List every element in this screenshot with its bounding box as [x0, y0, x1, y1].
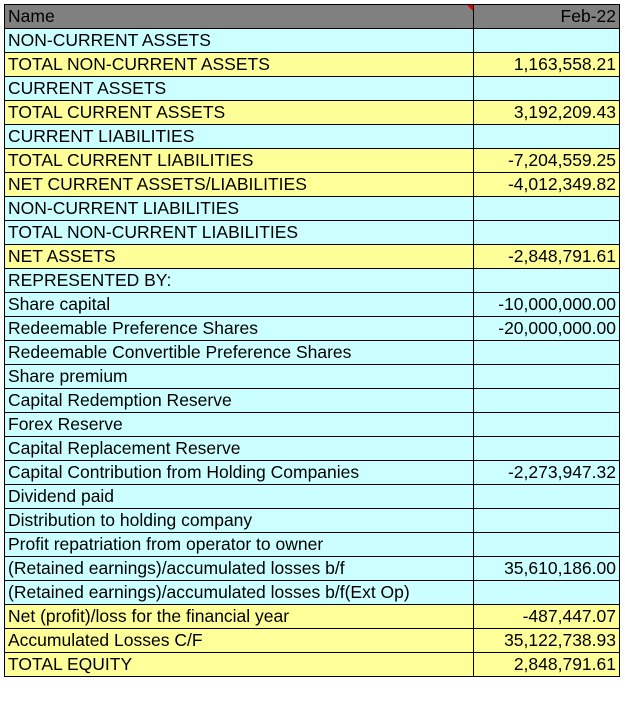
table-row: [5, 317, 620, 341]
row-label-cell[interactable]: Capital Redemption Reserve: [5, 389, 474, 413]
row-label-cell[interactable]: Capital Contribution from Holding Companies: [5, 461, 474, 485]
row-value-cell[interactable]: -10,000,000.00: [474, 293, 620, 317]
table-row: [5, 245, 620, 269]
header-name-label: Name: [8, 6, 55, 26]
row-value-cell[interactable]: [474, 341, 620, 365]
row-value-cell[interactable]: [474, 581, 620, 605]
row-value-cell[interactable]: -2,273,947.32: [474, 461, 620, 485]
row-label-cell[interactable]: (Retained earnings)/accumulated losses b/f(Ext Op): [5, 581, 474, 605]
table-row: [5, 149, 620, 173]
table-row: [5, 629, 620, 653]
row-value-cell[interactable]: 3,192,209.43: [474, 101, 620, 125]
table-row: [5, 557, 620, 581]
row-label-cell[interactable]: Dividend paid: [5, 485, 474, 509]
table-row: [5, 437, 620, 461]
balance-sheet-table: [4, 4, 620, 677]
table-row: [5, 413, 620, 437]
row-label-cell[interactable]: Net (profit)/loss for the financial year: [5, 605, 474, 629]
row-label-cell[interactable]: NET ASSETS: [5, 245, 474, 269]
row-label-cell[interactable]: NON-CURRENT LIABILITIES: [5, 197, 474, 221]
row-value-cell[interactable]: [474, 269, 620, 293]
row-value-cell[interactable]: [474, 197, 620, 221]
row-value-cell[interactable]: [474, 221, 620, 245]
table-row: [5, 293, 620, 317]
row-value-cell[interactable]: -20,000,000.00: [474, 317, 620, 341]
row-label-cell[interactable]: Accumulated Losses C/F: [5, 629, 474, 653]
row-label-cell[interactable]: Capital Replacement Reserve: [5, 437, 474, 461]
row-label-cell[interactable]: TOTAL EQUITY: [5, 653, 474, 677]
table-row: [5, 197, 620, 221]
row-value-cell[interactable]: [474, 29, 620, 53]
row-value-cell[interactable]: -4,012,349.82: [474, 173, 620, 197]
header-period-label: Feb-22: [560, 6, 616, 26]
row-label-cell[interactable]: Share premium: [5, 365, 474, 389]
table-row: [5, 221, 620, 245]
table-row: [5, 173, 620, 197]
row-value-cell[interactable]: 35,610,186.00: [474, 557, 620, 581]
row-label-cell[interactable]: (Retained earnings)/accumulated losses b/f: [5, 557, 474, 581]
row-label-cell[interactable]: TOTAL CURRENT ASSETS: [5, 101, 474, 125]
comment-marker-icon: [467, 5, 473, 11]
row-value-cell[interactable]: [474, 77, 620, 101]
header-name-cell[interactable]: [5, 5, 474, 29]
row-value-cell[interactable]: [474, 413, 620, 437]
row-label-cell[interactable]: Distribution to holding company: [5, 509, 474, 533]
table-row: [5, 605, 620, 629]
table-row: [5, 341, 620, 365]
table-row: [5, 389, 620, 413]
row-value-cell[interactable]: 1,163,558.21: [474, 53, 620, 77]
row-value-cell[interactable]: [474, 389, 620, 413]
row-value-cell[interactable]: [474, 533, 620, 557]
row-value-cell[interactable]: -7,204,559.25: [474, 149, 620, 173]
row-label-cell[interactable]: Share capital: [5, 293, 474, 317]
row-value-cell[interactable]: [474, 125, 620, 149]
table-row: [5, 365, 620, 389]
row-label-cell[interactable]: TOTAL NON-CURRENT ASSETS: [5, 53, 474, 77]
table-row: [5, 269, 620, 293]
table-row: [5, 29, 620, 53]
table-row: [5, 533, 620, 557]
row-value-cell[interactable]: -2,848,791.61: [474, 245, 620, 269]
table-row: [5, 509, 620, 533]
row-label-cell[interactable]: NET CURRENT ASSETS/LIABILITIES: [5, 173, 474, 197]
balance-sheet-body: [5, 5, 620, 677]
row-value-cell[interactable]: 2,848,791.61: [474, 653, 620, 677]
row-label-cell[interactable]: Redeemable Preference Shares: [5, 317, 474, 341]
table-row: [5, 461, 620, 485]
header-row: [5, 5, 620, 29]
row-value-cell[interactable]: [474, 509, 620, 533]
header-period-cell[interactable]: [474, 5, 620, 29]
table-row: [5, 101, 620, 125]
table-row: [5, 653, 620, 677]
row-value-cell[interactable]: -487,447.07: [474, 605, 620, 629]
row-label-cell[interactable]: CURRENT LIABILITIES: [5, 125, 474, 149]
row-value-cell[interactable]: [474, 365, 620, 389]
row-label-cell[interactable]: TOTAL NON-CURRENT LIABILITIES: [5, 221, 474, 245]
table-row: [5, 53, 620, 77]
row-value-cell[interactable]: [474, 437, 620, 461]
table-row: [5, 581, 620, 605]
row-value-cell[interactable]: 35,122,738.93: [474, 629, 620, 653]
row-label-cell[interactable]: REPRESENTED BY:: [5, 269, 474, 293]
row-label-cell[interactable]: NON-CURRENT ASSETS: [5, 29, 474, 53]
row-label-cell[interactable]: CURRENT ASSETS: [5, 77, 474, 101]
row-value-cell[interactable]: [474, 485, 620, 509]
row-label-cell[interactable]: Redeemable Convertible Preference Shares: [5, 341, 474, 365]
row-label-cell[interactable]: TOTAL CURRENT LIABILITIES: [5, 149, 474, 173]
row-label-cell[interactable]: Forex Reserve: [5, 413, 474, 437]
table-row: [5, 125, 620, 149]
table-row: [5, 485, 620, 509]
table-row: [5, 77, 620, 101]
row-label-cell[interactable]: Profit repatriation from operator to owner: [5, 533, 474, 557]
